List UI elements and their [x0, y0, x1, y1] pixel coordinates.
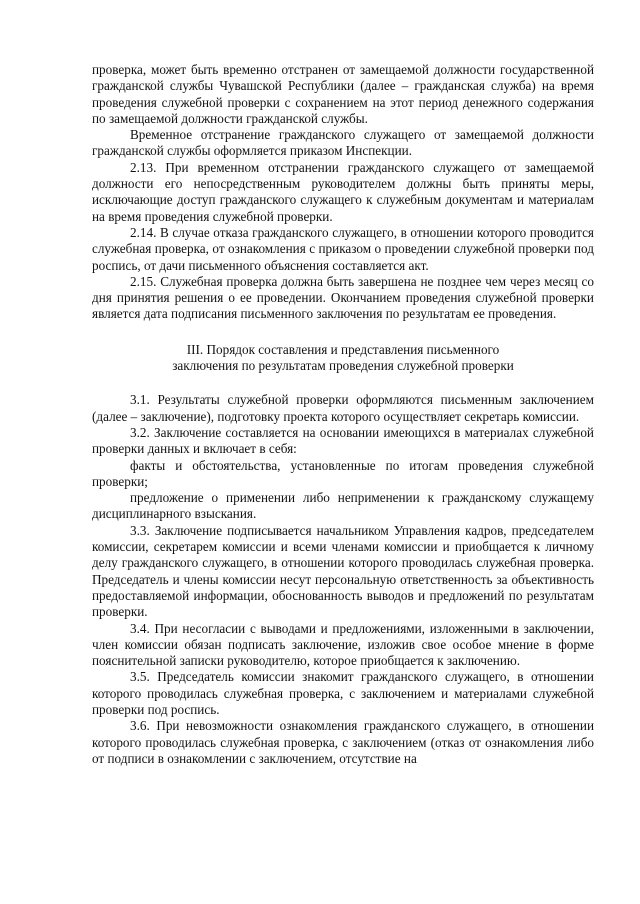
paragraph: 3.1. Результаты служебной проверки оформляются письменным заключением (далее – заключение), подготовку проекта которого осуществляет секретарь комиссии. — [92, 392, 594, 424]
paragraphs-top — [92, 62, 594, 323]
paragraph: 3.5. Председатель комиссии знакомит гражданского служащего, в отношении которого проводилась служебная проверка, с заключением и материалами служебной проверки под роспись. — [92, 669, 594, 717]
paragraph: 3.3. Заключение подписывается начальником Управления кадров, председателем комиссии, секретарем комиссии и всеми членами комиссии и приобщается к личному делу гражданского служащего, в отношении которого проводилась служебная проверка. Председатель и члены комиссии несут персональную ответственность за объективность предоставляемой информации, обоснованность выводов и предложений по результатам проверки. — [92, 522, 594, 620]
section-heading — [92, 342, 594, 375]
paragraph: 3.2. Заключение составляется на основании имеющихся в материалах служебной проверки данных и включает в себя: — [92, 424, 594, 457]
paragraph: 2.15. Служебная проверка должна быть завершена не позднее чем через месяц со дня принятия решения о ее проведении. Окончанием проведения служебной проверки является дата подписания письменного заключения по результатам ее проведения. — [92, 273, 594, 322]
document-body — [92, 62, 594, 767]
section-heading-line-1: III. Порядок составления и представления письменного — [186, 341, 500, 357]
paragraph: предложение о применении либо неприменении к гражданскому служащему дисциплинарного взыскания. — [92, 490, 594, 522]
section-heading-line-2: заключения по результатам проведения служебной проверки — [172, 358, 514, 374]
paragraph: 3.6. При невозможности ознакомления гражданского служащего, в отношении которого проводилась служебная проверка, с заключением (отказ от ознакомления либо от подписи в ознакомлении с заключением, отсутствие на — [92, 718, 594, 766]
paragraph: 3.4. При несогласии с выводами и предложениями, изложенными в заключении, член комиссии обязан подписать заключение, изложив свое особое мнение в форме пояснительной записки руководителю, которое приобщается к заключению. — [92, 620, 594, 669]
paragraph: факты и обстоятельства, установленные по итогам проведения служебной проверки; — [92, 457, 594, 489]
paragraph: 2.14. В случае отказа гражданского служащего, в отношении которого проводится служебная проверка, от ознакомления с приказом о проведении служебной проверки под роспись, от дачи письменного объяснения составляется акт. — [92, 224, 594, 273]
paragraph: Временное отстранение гражданского служащего от замещаемой должности гражданской службы оформляется приказом Инспекции. — [92, 127, 594, 159]
paragraph: 2.13. При временном отстранении гражданского служащего от замещаемой должности его непосредственным руководителем должны быть приняты меры, исключающие доступ гражданского служащего к служебным документам и материалам на время проведения служебной проверки. — [92, 159, 594, 224]
paragraph: проверка, может быть временно отстранен от замещаемой должности государственной гражданской службы Чувашской Республики (далее – гражданская служба) на время проведения служебной проверки с сохранением на этот период денежного содержания по замещаемой должности гражданской службы. — [92, 62, 594, 126]
paragraphs-bottom — [92, 392, 594, 767]
